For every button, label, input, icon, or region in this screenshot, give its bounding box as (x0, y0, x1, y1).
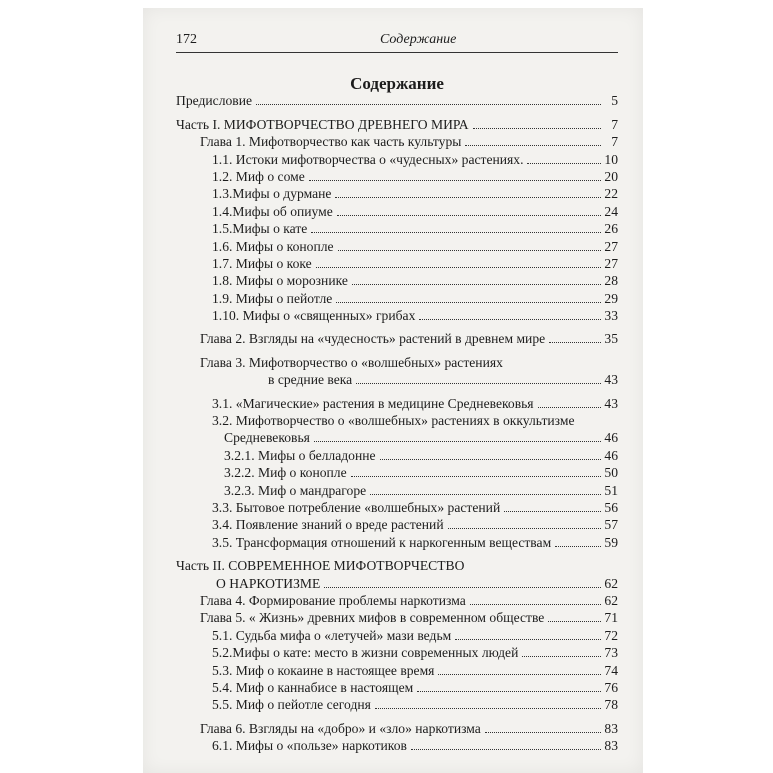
toc-entry-page: 72 (604, 627, 618, 643)
dot-leader (419, 319, 601, 320)
toc-entry-label: 1.9. Мифы о пейотле (212, 290, 333, 306)
toc-entry-label: Часть II. СОВРЕМЕННОЕ МИФОТВОРЧЕСТВО (176, 558, 465, 574)
toc-entry-chapter (176, 353, 618, 370)
toc-entry (176, 481, 618, 498)
dot-leader (256, 104, 601, 105)
toc-entry (176, 92, 618, 109)
toc-entry-page: 35 (604, 331, 618, 347)
toc-entry-chapter (176, 609, 618, 626)
dot-leader (504, 511, 601, 512)
toc-entry-page: 43 (604, 395, 618, 411)
toc-entry-page: 51 (604, 482, 618, 498)
toc-entry (176, 644, 618, 661)
toc-entry-page: 28 (604, 273, 618, 289)
dot-leader (527, 163, 601, 164)
toc-entry-page: 59 (604, 534, 618, 550)
toc-entry-page: 22 (604, 186, 618, 202)
toc-entry-label: 1.4.Мифы об опиуме (212, 203, 333, 219)
toc-entry-label: 5.4. Миф о каннабисе в настоящем (212, 679, 414, 695)
toc-entry-label: 3.2.1. Мифы о белладонне (224, 447, 376, 463)
toc-entry-label: Глава 1. Мифотворчество как часть культуры (200, 134, 462, 150)
toc-entry-page: 83 (604, 738, 618, 754)
toc-entry-page: 50 (604, 465, 618, 481)
toc-entry (176, 696, 618, 713)
toc-entry-label-cont: Средневековья (224, 430, 310, 446)
toc-entry (176, 150, 618, 167)
toc-entry (176, 202, 618, 219)
dot-leader (548, 621, 601, 622)
toc-entry (176, 516, 618, 533)
toc-entry-page: 62 (604, 575, 618, 591)
toc-entry (176, 289, 618, 306)
toc-entry-page: 7 (611, 116, 618, 132)
toc-entry (176, 255, 618, 272)
toc-entry-page: 43 (604, 372, 618, 388)
dot-leader (380, 459, 601, 460)
toc-entry-page: 5 (611, 93, 618, 109)
dot-leader (324, 587, 601, 588)
toc-entry-label: 1.3.Мифы о дурмане (212, 186, 332, 202)
toc-entry-page: 57 (604, 517, 618, 533)
dot-leader (351, 476, 601, 477)
toc-entry (176, 446, 618, 463)
dot-leader (335, 197, 601, 198)
toc-entry-label: 3.4. Появление знаний о вреде растений (212, 517, 444, 533)
dot-leader (375, 708, 601, 709)
dot-leader (356, 383, 601, 384)
toc-entry-page: 78 (604, 697, 618, 713)
page-number: 172 (176, 32, 197, 47)
toc-entry-page: 27 (604, 238, 618, 254)
dot-leader (538, 407, 601, 408)
running-title: Содержание (380, 32, 457, 47)
toc-entry-page: 46 (604, 430, 618, 446)
toc-entry-page: 20 (604, 168, 618, 184)
toc-entry-label: 3.1. «Магические» растения в медицине Средневековья (212, 395, 534, 411)
toc-entry-label: 5.3. Миф о кокаине в настоящее время (212, 662, 435, 678)
dot-leader (485, 732, 601, 733)
toc-entry-label: 3.5. Трансформация отношений к наркогенным веществам (212, 534, 552, 550)
toc-entry-page: 46 (604, 447, 618, 463)
toc-title: Содержание (350, 74, 444, 93)
dot-leader (316, 267, 601, 268)
toc-entry (176, 307, 618, 324)
toc-entry-continuation (176, 371, 618, 388)
toc-entry-page: 7 (611, 134, 618, 150)
toc-entry (176, 168, 618, 185)
toc-entry-label: 1.8. Мифы о морознике (212, 273, 348, 289)
dot-leader (338, 250, 601, 251)
dot-leader (311, 232, 601, 233)
toc-entry (176, 220, 618, 237)
toc-entry (176, 499, 618, 516)
dot-leader (465, 145, 601, 146)
toc-entry (176, 185, 618, 202)
dot-leader (336, 302, 601, 303)
toc-entry-label: Предисловие (176, 93, 253, 109)
toc-entry (176, 272, 618, 289)
toc-entry-label: 1.7. Мифы о коке (212, 255, 312, 271)
dot-leader (352, 284, 601, 285)
toc-entry-page: 33 (604, 308, 618, 324)
toc-entry-label: 5.1. Судьба мифа о «летучей» мази ведьм (212, 627, 452, 643)
toc-entry-label: 3.2.3. Миф о мандрагоре (224, 482, 367, 498)
toc-entry-page: 73 (604, 645, 618, 661)
dot-leader (555, 546, 601, 547)
toc-entry-page: 26 (604, 221, 618, 237)
toc-entry-label: 1.2. Миф о соме (212, 168, 305, 184)
dot-leader (549, 342, 601, 343)
dot-leader (314, 441, 601, 442)
toc-entry-label: Глава 4. Формирование проблемы наркотизма (200, 592, 466, 608)
toc-entry-continuation (176, 429, 618, 446)
toc-entry (176, 464, 618, 481)
toc-entry-page: 62 (604, 592, 618, 608)
table-of-contents (176, 92, 618, 754)
dot-leader (522, 656, 601, 657)
toc-entry-page: 71 (604, 610, 618, 626)
toc-entry-label-cont: О НАРКОТИЗМЕ (216, 575, 321, 591)
toc-entry-chapter (176, 330, 618, 347)
toc-entry-label: 3.3. Бытовое потребление «волшебных» растений (212, 499, 501, 515)
toc-entry (176, 626, 618, 643)
dot-leader (417, 691, 601, 692)
toc-entry-page: 76 (604, 679, 618, 695)
toc-entry-page: 27 (604, 255, 618, 271)
toc-entry-label: 5.5. Миф о пейотле сегодня (212, 697, 371, 713)
toc-entry (176, 412, 618, 429)
toc-entry-label: Глава 6. Взгляды на «добро» и «зло» наркотизма (200, 720, 481, 736)
dot-leader (370, 494, 601, 495)
toc-entry (176, 661, 618, 678)
toc-entry-label: 1.6. Мифы о конопле (212, 238, 334, 254)
toc-entry-page: 10 (604, 151, 618, 167)
toc-entry-label: Глава 3. Мифотворчество о «волшебных» растениях (200, 354, 503, 370)
toc-entry-label: 6.1. Мифы о «пользе» наркотиков (212, 738, 407, 754)
toc-entry-label: 3.2.2. Миф о конопле (224, 465, 347, 481)
toc-entry-continuation (176, 574, 618, 591)
toc-entry (176, 679, 618, 696)
toc-entry-label: 1.10. Мифы о «священных» грибах (212, 308, 416, 324)
dot-leader (411, 749, 601, 750)
toc-entry-label: 3.2. Мифотворчество о «волшебных» растениях в оккультизме (212, 413, 575, 429)
dot-leader (448, 528, 601, 529)
toc-entry-label: 5.2.Мифы о кате: место в жизни современных людей (212, 645, 519, 661)
toc-entry-page: 83 (604, 720, 618, 736)
toc-entry (176, 533, 618, 550)
toc-entry-page: 29 (604, 290, 618, 306)
dot-leader (455, 639, 601, 640)
toc-entry-label: Глава 2. Взгляды на «чудесность» растений в древнем мире (200, 331, 546, 347)
running-header (176, 32, 618, 53)
toc-entry-part (176, 115, 618, 132)
toc-entry (176, 394, 618, 411)
toc-entry-label: 1.5.Мифы о кате (212, 221, 308, 237)
dot-leader (470, 604, 601, 605)
toc-entry-part (176, 557, 618, 574)
toc-entry-chapter (176, 592, 618, 609)
toc-entry-label: 1.1. Истоки мифотворчества о «чудесных» растениях. (212, 151, 524, 167)
dot-leader (309, 180, 601, 181)
toc-entry-label: Глава 5. « Жизнь» древних мифов в современном обществе (200, 610, 545, 626)
dot-leader (438, 674, 601, 675)
toc-entry-chapter (176, 719, 618, 736)
toc-entry (176, 737, 618, 754)
toc-entry-label-cont: в средние века (268, 372, 353, 388)
toc-entry-page: 24 (604, 203, 618, 219)
dot-leader (473, 128, 601, 129)
toc-entry-page: 56 (604, 499, 618, 515)
toc-entry (176, 237, 618, 254)
dot-leader (337, 215, 601, 216)
toc-entry-label: Часть I. МИФОТВОРЧЕСТВО ДРЕВНЕГО МИРА (176, 116, 469, 132)
toc-entry-chapter (176, 133, 618, 150)
toc-entry-page: 74 (604, 662, 618, 678)
